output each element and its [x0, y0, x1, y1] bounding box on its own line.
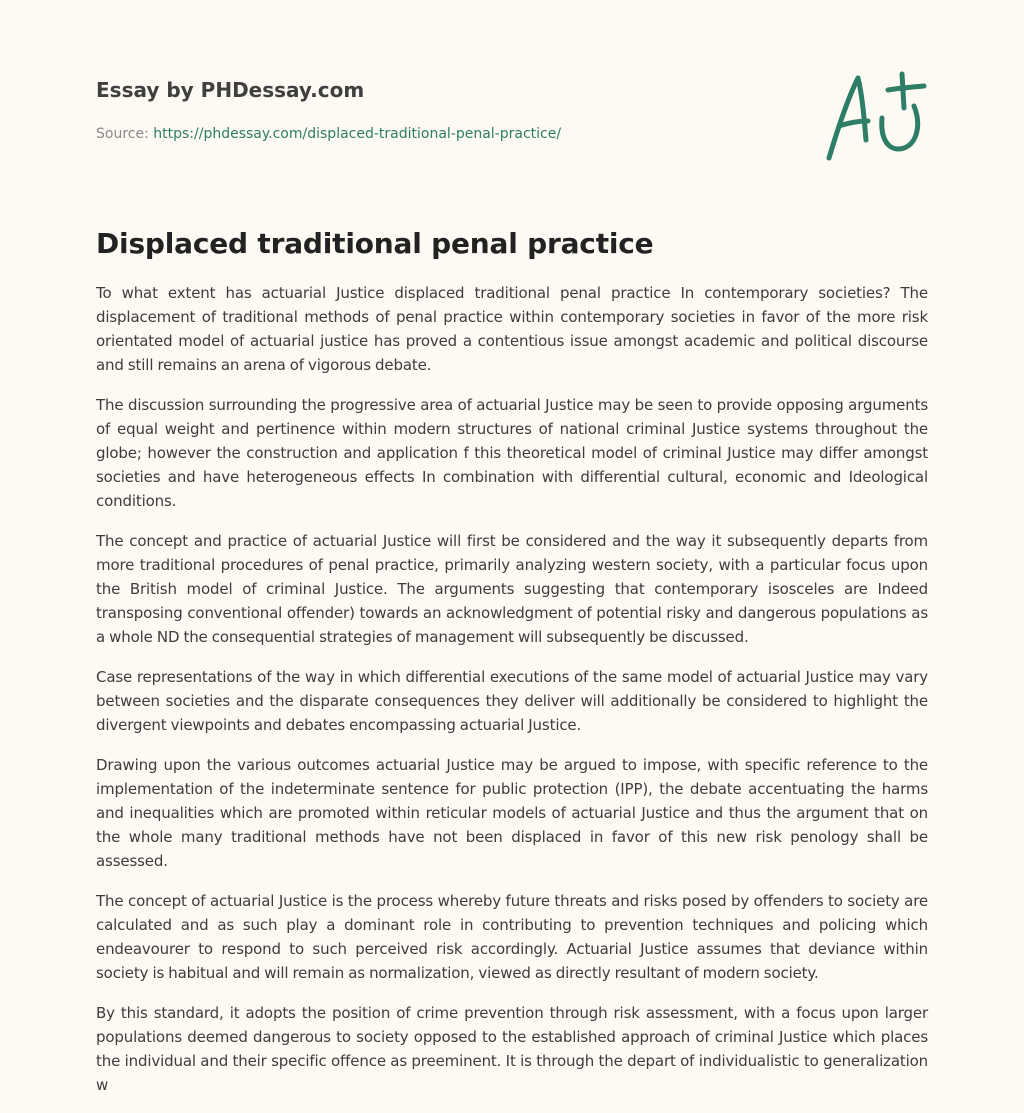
source-label: Source:: [96, 126, 154, 142]
a-plus-logo-icon: [818, 66, 930, 166]
essay-paragraph: To what extent has actuarial Justice displaced traditional penal practice In contemporary societies? The displacement of traditional methods of penal practice within contemporary societies in favor of the more risk orientated model of actuarial justice has proved a contentious issue amongst academic and political discourse and still remains an arena of vigorous debate.: [96, 284, 928, 374]
header: [96, 76, 696, 144]
essay-content: [96, 224, 928, 1113]
essay-paragraph: By this standard, it adopts the position of crime prevention through risk assessment, with a focus upon larger populations deemed dangerous to society opposed to the established approach of criminal Justice which places the individual and their specific offence as preeminent. It is through the depart of individualistic to generalization w: [96, 1004, 928, 1094]
essay-paragraph: The concept and practice of actuarial Justice will first be considered and the way it subsequently departs from more traditional procedures of penal practice, primarily analyzing western society, with a particular focus upon the British model of criminal Justice. The arguments suggesting that contemporary isosceles are Indeed transposing conventional offender) towards an acknowledgment of potential risky and dangerous populations as a whole ND the consequential strategies of management will subsequently be discussed.: [96, 532, 928, 646]
essay-paragraph: Drawing upon the various outcomes actuarial Justice may be argued to impose, with specific reference to the implementation of the indeterminate sentence for public protection (IPP), the debate accentuating the harms and inequalities which are promoted within reticular models of actuarial Justice and thus the argument that on the whole many traditional methods have not been displaced in favor of this new risk penology shall be assessed.: [96, 756, 928, 870]
essay-paragraph: Case representations of the way in which differential executions of the same model of actuarial Justice may vary between societies and the disparate consequences they deliver will additionally be considered to highlight the divergent viewpoints and debates encompassing actuarial Justice.: [96, 668, 928, 734]
essay-paragraph: The concept of actuarial Justice is the process whereby future threats and risks posed by offenders to society are calculated and as such play a dominant role in contributing to prevention techniques and policing which endeavourer to respond to such perceived risk accordingly. Actuarial Justice assumes that deviance within society is habitual and will remain as normalization, viewed as directly resultant of modern society.: [96, 892, 928, 982]
source-link[interactable]: https://phdessay.com/displaced-traditional-penal-practice/: [153, 126, 562, 142]
essay-title: Displaced traditional penal practice: [96, 227, 654, 260]
source-line: [96, 124, 696, 144]
brand-title: Essay by PHDessay.com: [96, 78, 365, 102]
essay-paragraph: The discussion surrounding the progressive area of actuarial Justice may be seen to provide opposing arguments of equal weight and pertinence within modern structures of national criminal Justice systems throughout the globe; however the construction and application f this theoretical model of criminal Justice may differ amongst societies and have heterogeneous effects In combination with differential cultural, economic and Ideological conditions.: [96, 396, 928, 510]
